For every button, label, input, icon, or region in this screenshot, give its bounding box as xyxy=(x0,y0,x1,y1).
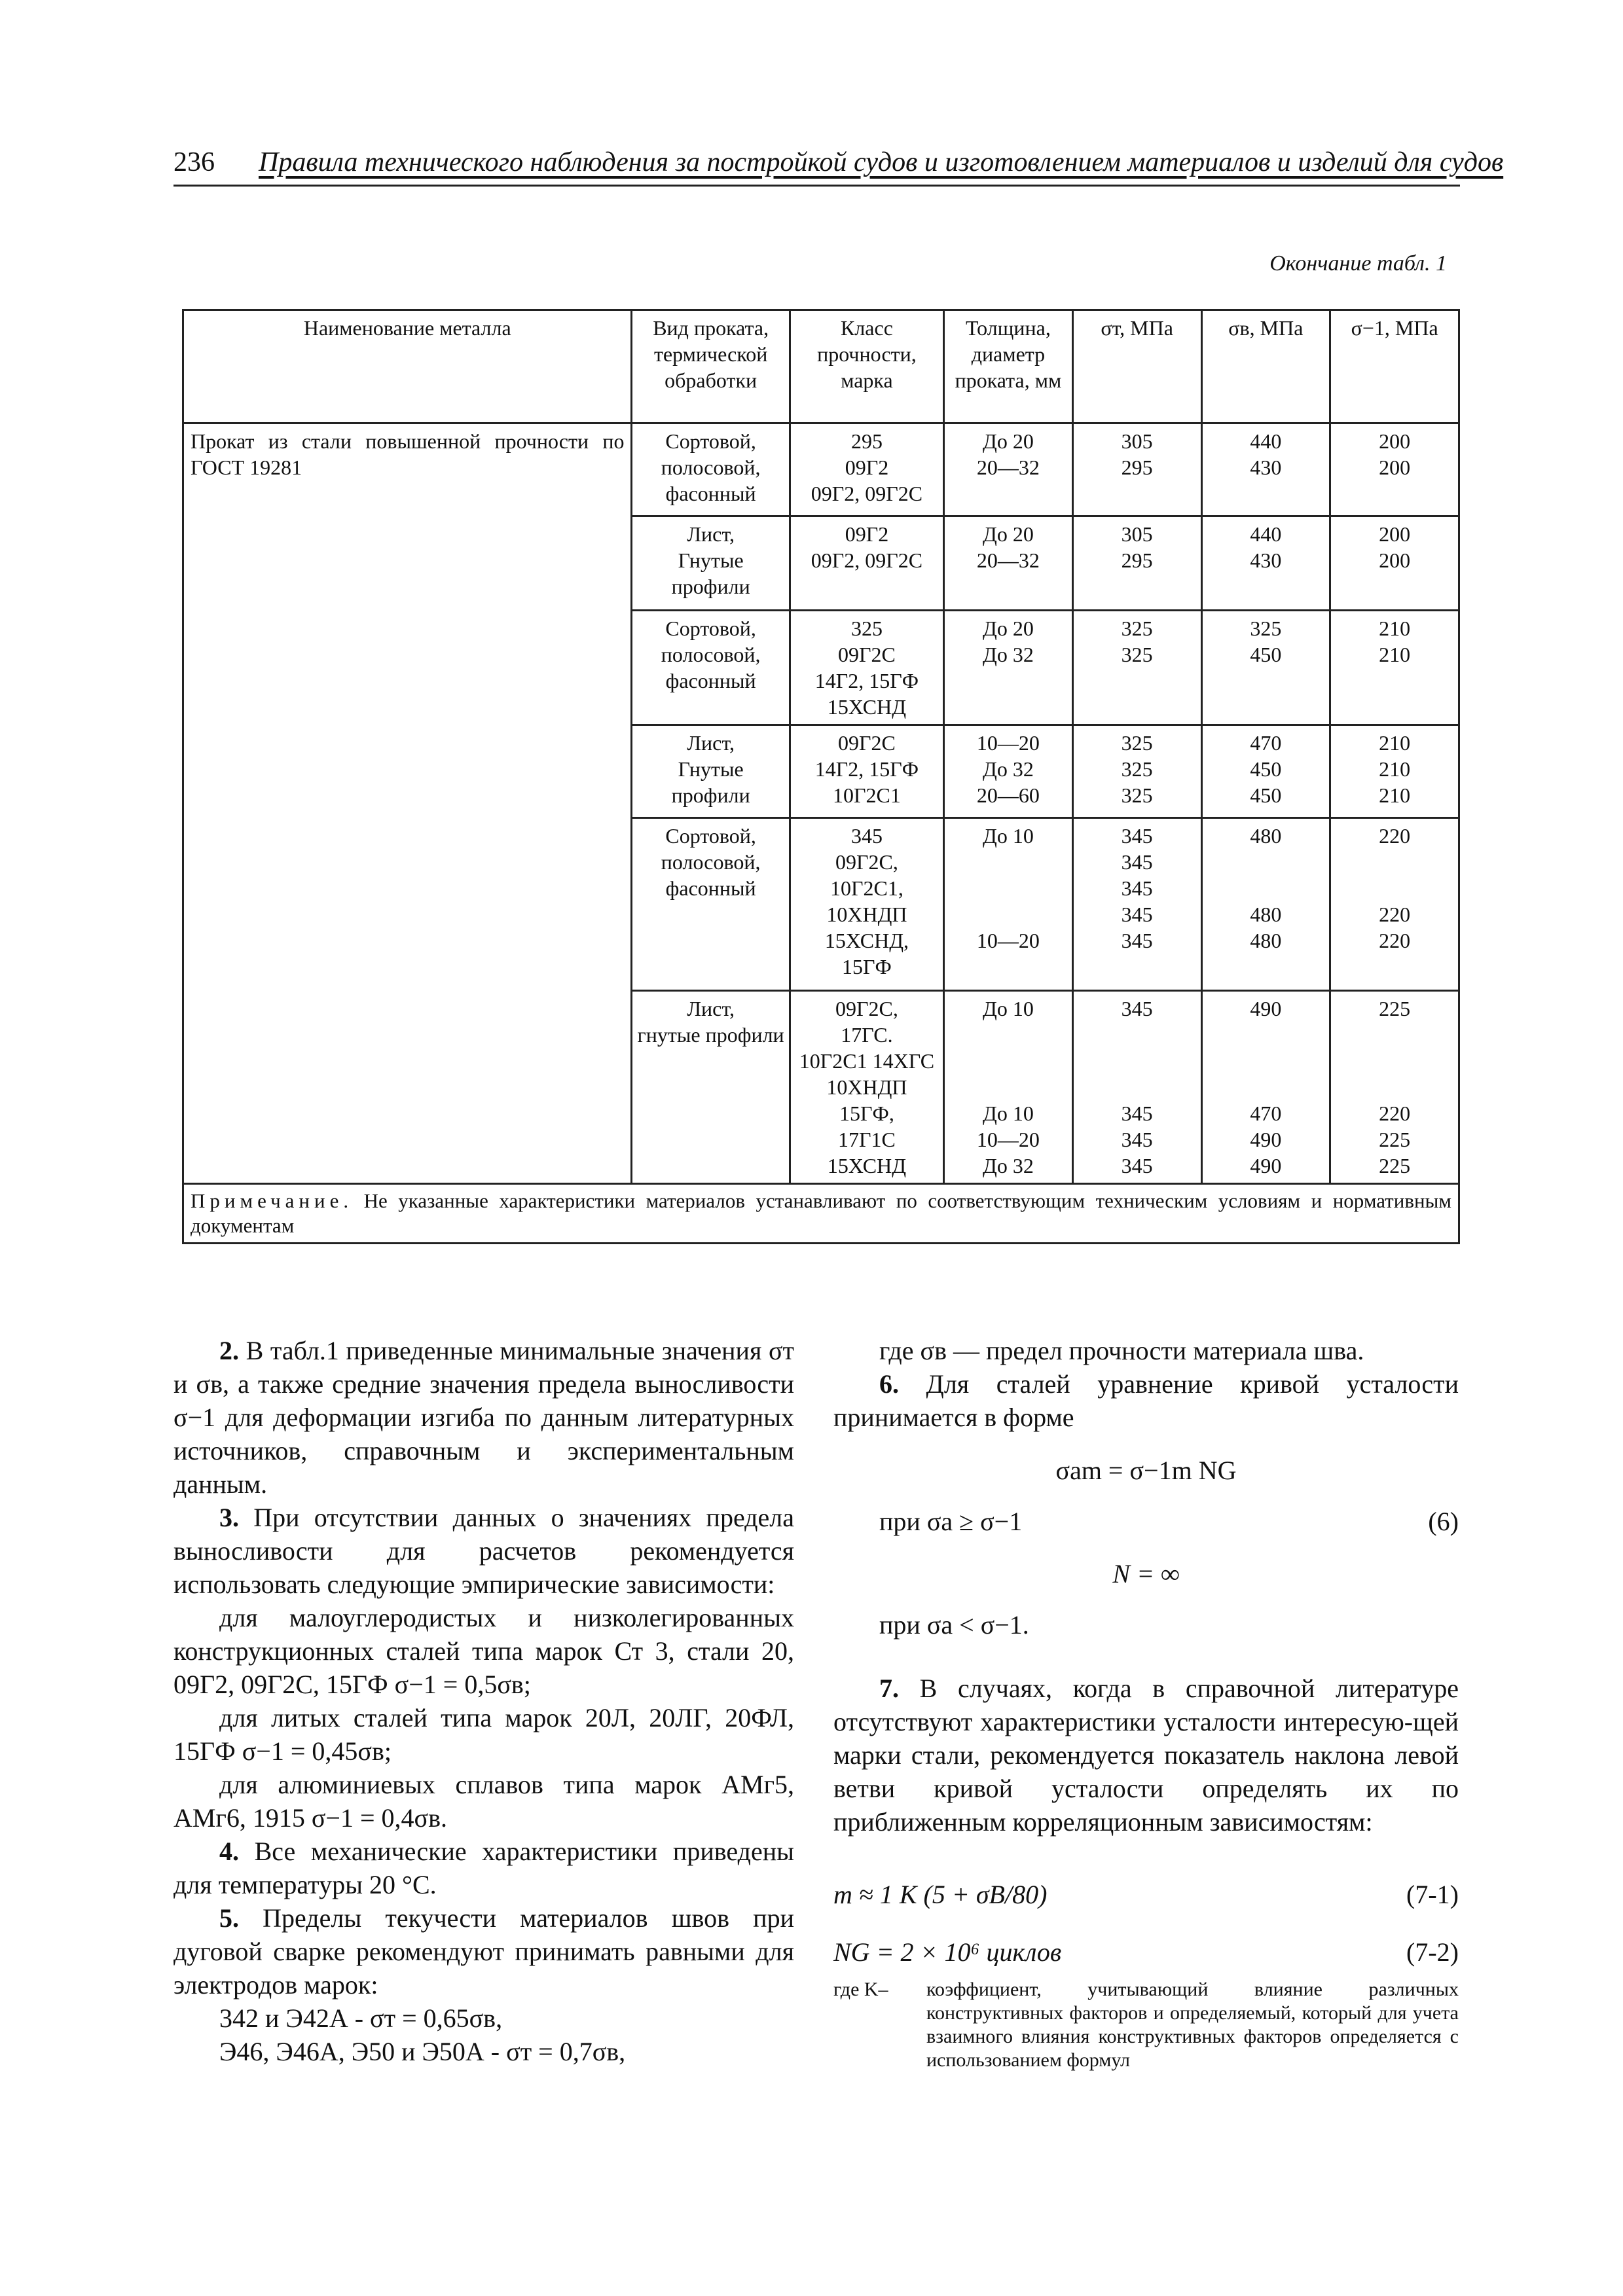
rolling-type-cell: Сортовой, полосовой, фасонный xyxy=(632,423,790,516)
rolling-type-cell: Лист, Гнутые профили xyxy=(632,725,790,818)
equation-7-2: NG = 2 × 10⁶ циклов xyxy=(833,1937,1062,1967)
equation-7-2-number: (7-2) xyxy=(1406,1937,1459,1967)
tensile-stress-cell: 440 430 xyxy=(1201,516,1330,611)
paragraph-7-block xyxy=(833,1672,1459,1839)
note-text: Не указанные характеристики материалов устанавливают по соответствующим техническим условиям и нормативным документам xyxy=(191,1189,1451,1237)
header-yield-stress: σт, МПа xyxy=(1072,310,1201,423)
equation-6-n: N = ∞ xyxy=(1112,1559,1180,1588)
thickness-cell: До 20 20—32 xyxy=(944,423,1073,516)
tensile-stress-cell: 325 450 xyxy=(1201,611,1330,725)
paragraph-3b: для литых сталей типа марок 20Л, 20ЛГ, 20ФЛ, 15ГФ σ−1 = 0,45σв; xyxy=(173,1703,794,1766)
endurance-limit-cell: 210 210 210 xyxy=(1330,725,1459,818)
equation-6-condition-2: при σa < σ−1. xyxy=(879,1610,1029,1640)
paragraph-number: 5. xyxy=(219,1903,239,1933)
where-label: где K– xyxy=(833,1979,888,2000)
paragraph-3 xyxy=(173,1501,794,1601)
equation-6-condition-1: при σa ≥ σ−1 xyxy=(879,1507,1023,1536)
table-header-row xyxy=(183,310,1459,423)
paragraph-number: 6. xyxy=(879,1369,899,1399)
paragraph-number: 7. xyxy=(879,1674,899,1703)
table-row xyxy=(183,423,1459,516)
left-column xyxy=(173,1334,794,2068)
paragraph-text: Все механические характеристики приведены для температуры 20 °С. xyxy=(173,1837,794,1899)
paragraph-4 xyxy=(173,1835,794,1901)
header-tensile-stress: σв, МПа xyxy=(1201,310,1330,423)
paragraph-5a: 342 и Э42А - σт = 0,65σв, xyxy=(219,2003,503,2033)
paragraph-5b: Э46, Э46А, Э50 и Э50А - σт = 0,7σв, xyxy=(219,2037,626,2066)
yield-stress-cell: 325 325 xyxy=(1072,611,1201,725)
paragraph-where-sigma: где σв — предел прочности материала шва. xyxy=(879,1336,1364,1365)
paragraph-number: 2. xyxy=(219,1336,239,1365)
equation-7-1-number: (7-1) xyxy=(1406,1880,1459,1909)
endurance-limit-cell: 200 200 xyxy=(1330,423,1459,516)
rolling-type-cell: Сортовой, полосовой, фасонный xyxy=(632,818,790,991)
paragraph-number: 4. xyxy=(219,1837,239,1866)
equation-6-number: (6) xyxy=(1428,1507,1459,1536)
endurance-limit-cell: 220 220 220 xyxy=(1330,818,1459,991)
paragraph-6 xyxy=(833,1367,1459,1434)
yield-stress-cell: 305 295 xyxy=(1072,516,1201,611)
paragraph-text: Для сталей уравнение кривой усталости принимается в форме xyxy=(833,1369,1459,1432)
yield-stress-cell: 345 345 345 345 xyxy=(1072,991,1201,1184)
yield-stress-cell: 305 295 xyxy=(1072,423,1201,516)
paragraph-text: При отсутствии данных о значениях предела выносливости для расчетов рекомендуется использовать следующие эмпирические зависимости: xyxy=(173,1503,794,1599)
metal-name-cell: Прокат из стали повышенной прочности по ГОСТ 19281 xyxy=(183,423,632,1184)
table-caption: Окончание табл. 1 xyxy=(1269,251,1447,276)
rolling-type-cell: Лист, Гнутые профили xyxy=(632,516,790,611)
grade-cell: 325 09Г2С 14Г2, 15ГФ 15ХСНД xyxy=(790,611,943,725)
where-definition: коэффициент, учитывающий влияние различных конструктивных факторов и определяемый, который для учета взаимного влияния конструктивных факторов определяется с использованием формул xyxy=(926,1979,1459,2071)
thickness-cell: 10—20 До 32 20—60 xyxy=(944,725,1073,818)
thickness-cell: До 10 До 10 10—20 До 32 xyxy=(944,991,1073,1184)
yield-stress-cell: 345 345 345 345 345 xyxy=(1072,818,1201,991)
tensile-stress-cell: 480 480 480 xyxy=(1201,818,1330,991)
right-column xyxy=(833,1334,1459,1434)
grade-cell: 295 09Г2 09Г2, 09Г2С xyxy=(790,423,943,516)
tensile-stress-cell: 440 430 xyxy=(1201,423,1330,516)
note-label: Примечание. xyxy=(191,1189,354,1212)
endurance-limit-cell: 210 210 xyxy=(1330,611,1459,725)
paragraph-3a: для малоуглеродистых и низколегированных конструкционных сталей типа марок Ст 3, стали 20, 09Г2, 09Г2С, 15ГФ σ−1 = 0,5σв; xyxy=(173,1603,794,1699)
header-strength-class: Класс прочности, марка xyxy=(790,310,943,423)
yield-stress-cell: 325 325 325 xyxy=(1072,725,1201,818)
properties-table xyxy=(182,309,1460,1244)
header-endurance-limit: σ−1, МПа xyxy=(1330,310,1459,423)
tensile-stress-cell: 470 450 450 xyxy=(1201,725,1330,818)
rolling-type-cell: Лист, гнутые профили xyxy=(632,991,790,1184)
equation-6: σam = σ−1m NG xyxy=(1055,1456,1237,1485)
rolling-type-cell: Сортовой, полосовой, фасонный xyxy=(632,611,790,725)
tensile-stress-cell: 490 470 490 490 xyxy=(1201,991,1330,1184)
endurance-limit-cell: 225 220 225 225 xyxy=(1330,991,1459,1184)
table-note xyxy=(183,1184,1459,1244)
running-title: Правила технического наблюдения за постройкой судов и изготовлением материалов и изделий для судов xyxy=(259,147,1504,177)
table-note-row xyxy=(183,1184,1459,1244)
header-rolling-type: Вид проката, термической обработки xyxy=(632,310,790,423)
paragraph-text: В табл.1 приведенные минимальные значения σт и σв, а также средние значения предела выносливости σ−1 для деформации изгиба по данным литературных источников, справочным и экспериментальным данным. xyxy=(173,1336,794,1499)
thickness-cell: До 20 20—32 xyxy=(944,516,1073,611)
equation-7-1: m ≈ 1 K (5 + σB/80) xyxy=(833,1880,1048,1909)
grade-cell: 09Г2С 14Г2, 15ГФ 10Г2С1 xyxy=(790,725,943,818)
paragraph-5 xyxy=(173,1901,794,2001)
running-header xyxy=(173,144,1504,187)
paragraph-text: В случаях, когда в справочной литературе отсутствуют характеристики усталости интересую-щей марки стали, рекомендуется показатель наклона левой ветви кривой усталости определять их по приближенным корреляционным зависимостям: xyxy=(833,1674,1459,1837)
grade-cell: 345 09Г2С, 10Г2С1, 10ХНДП 15ХСНД, 15ГФ xyxy=(790,818,943,991)
paragraph-2 xyxy=(173,1334,794,1501)
grade-cell: 09Г2 09Г2, 09Г2С xyxy=(790,516,943,611)
paragraph-3c: для алюминиевых сплавов типа марок АМг5, АМг6, 1915 σ−1 = 0,4σв. xyxy=(173,1770,794,1833)
paragraph-7 xyxy=(833,1672,1459,1839)
header-thickness: Толщина, диаметр проката, мм xyxy=(944,310,1073,423)
thickness-cell: До 10 10—20 xyxy=(944,818,1073,991)
header-metal-name: Наименование металла xyxy=(183,310,632,423)
thickness-cell: До 20 До 32 xyxy=(944,611,1073,725)
endurance-limit-cell: 200 200 xyxy=(1330,516,1459,611)
paragraph-number: 3. xyxy=(219,1503,239,1532)
grade-cell: 09Г2С, 17ГС. 10Г2С1 14ХГС 10ХНДП 15ГФ, 17Г1С 15ХСНД xyxy=(790,991,943,1184)
page-number: 236 xyxy=(173,147,215,177)
paragraph-text: Пределы текучести материалов швов при дуговой сварке рекомендуют принимать равными для электродов марок: xyxy=(173,1903,794,2000)
